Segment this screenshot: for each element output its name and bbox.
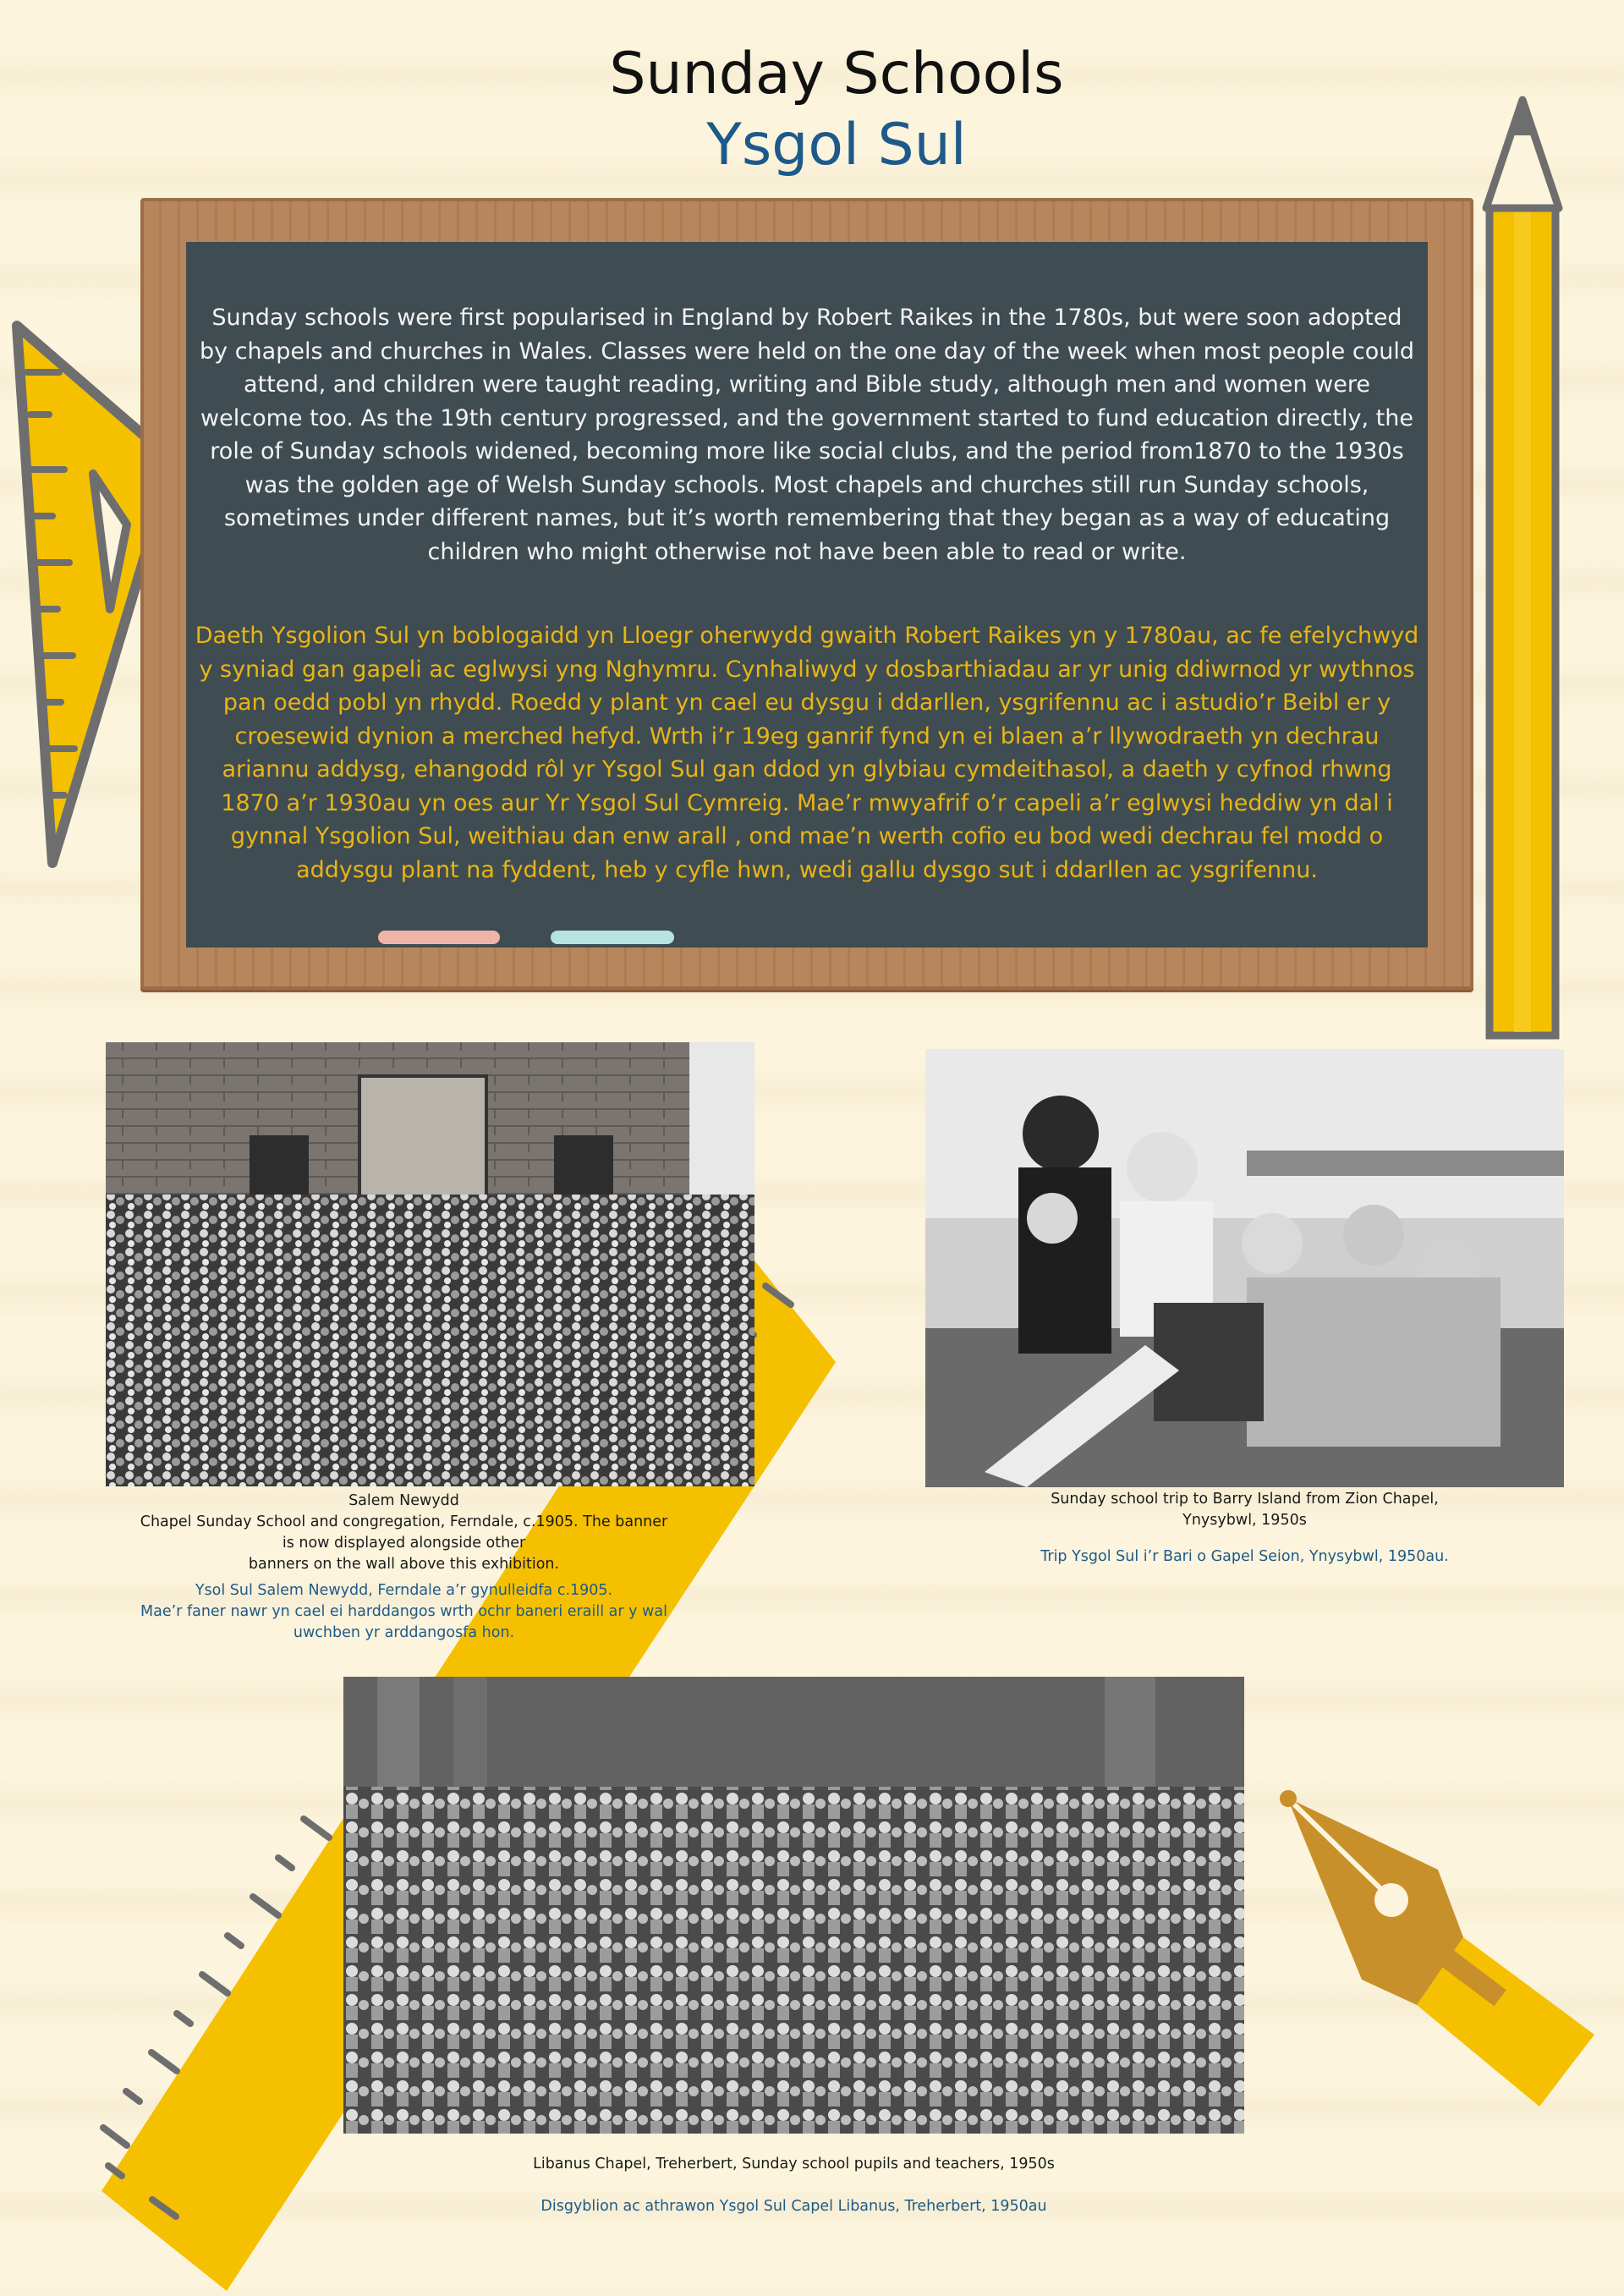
caption-salem-welsh [106,1580,702,1644]
caption-libanus-welsh: Disgyblion ac athrawon Ysgol Sul Capel Libanus, Treherbert, 1950au [540,2198,1047,2215]
caption-barry-welsh: Trip Ysgol Sul i’r Bari o Gapel Seion, Ynysybwl, 1950au. [1040,1548,1449,1565]
pencil-icon [1486,100,1559,1035]
intro-text-welsh: Daeth Ysgolion Sul yn boblogaidd yn Lloegr oherwydd gwaith Robert Raikes yn y 1780au, ac fe efelychwyd y syniad gan gapeli ac eglwysi yng Nghymru. Cynhaliwyd y dosbarthiadau ar yr unig ddiwrnod yr wythnos pan oedd pobl yn rhydd. Roedd y plant yn cael eu dysgu i ddarllen, ysgrifennu ac i astudio’r Beibl er y croesewid dynion a merched hefyd. Wrth i’r 19eg ganrif fynd yn ei blaen a’r llywodraeth yn dechrau ariannu addysg, ehangodd rôl yr Ysgol Sul gan ddod yn glybiau cymdeithasol, a daeth y cyfnod rhwng 1870 a’r 1930au yn oes aur Yr Ysgol Sul Cymreig. Mae’r mwyafrif o’r capeli a’r eglwysi heddiw yn dal i gynnal Ysgolion Sul, weithiau dan enw arall , ond mae’n werth cofio eu bod wedi dechrau fel modd o addysgu plant na fyddent, heb y cyfle hwn, wedi gallu dysgo sut i ddarllen ac ysgrifennu. [195,623,1419,883]
caption-salem-english [106,1491,702,1575]
caption-line: Sunday school trip to Barry Island from Zion Chapel, [1051,1491,1439,1508]
intro-text-english: Sunday schools were first popularised in England by Robert Raikes in the 1780s, but were soon adopted by chapels and churches in Wales. Classes were held on the one day of the week when most people could attend, and children were taught reading, writing and Bible study, although men and women were welcome too. As the 19th century progressed, and the government started to fund education directly, the role of Sunday schools widened, becoming more like social clubs, and the period from1870 to the 1930s was the golden age of Welsh Sunday schools. Most chapels and churches still run Sunday schools, sometimes under different names, but it’s worth remembering that they began as a way of educating children who might otherwise not have been able to read or write. [200,305,1414,565]
caption-line: Chapel Sunday School and congregation, Ferndale, c.1905. The banner [140,1513,668,1530]
caption-libanus-english: Libanus Chapel, Treherbert, Sunday school pupils and teachers, 1950s [533,2156,1055,2172]
page-title: Sunday Schools [609,41,1064,107]
page-title-welsh: Ysgol Sul [706,112,967,179]
chalk-pink [378,931,500,944]
caption-line: uwchben yr arddangosfa hon. [293,1624,515,1641]
caption-line: Mae’r faner nawr yn cael ei harddangos wrth ochr baneri eraill ar y wal [140,1603,667,1620]
caption-line: Ynysybwl, 1950s [1182,1512,1307,1529]
caption-barry-english [925,1489,1564,1531]
caption-line: banners on the wall above this exhibition. [248,1556,560,1573]
photo-barry-island [925,1049,1564,1487]
caption-line: is now displayed alongside other [282,1535,526,1552]
photo-salem-newydd [106,1042,754,1486]
fountain-pen-nib-icon [1280,1790,1594,2106]
chalk-blue [551,931,674,944]
photo-libanus-chapel [343,1677,1244,2134]
caption-line: Ysol Sul Salem Newydd, Ferndale a’r gynulleidfa c.1905. [195,1582,613,1599]
caption-line: Salem Newydd [348,1492,459,1509]
